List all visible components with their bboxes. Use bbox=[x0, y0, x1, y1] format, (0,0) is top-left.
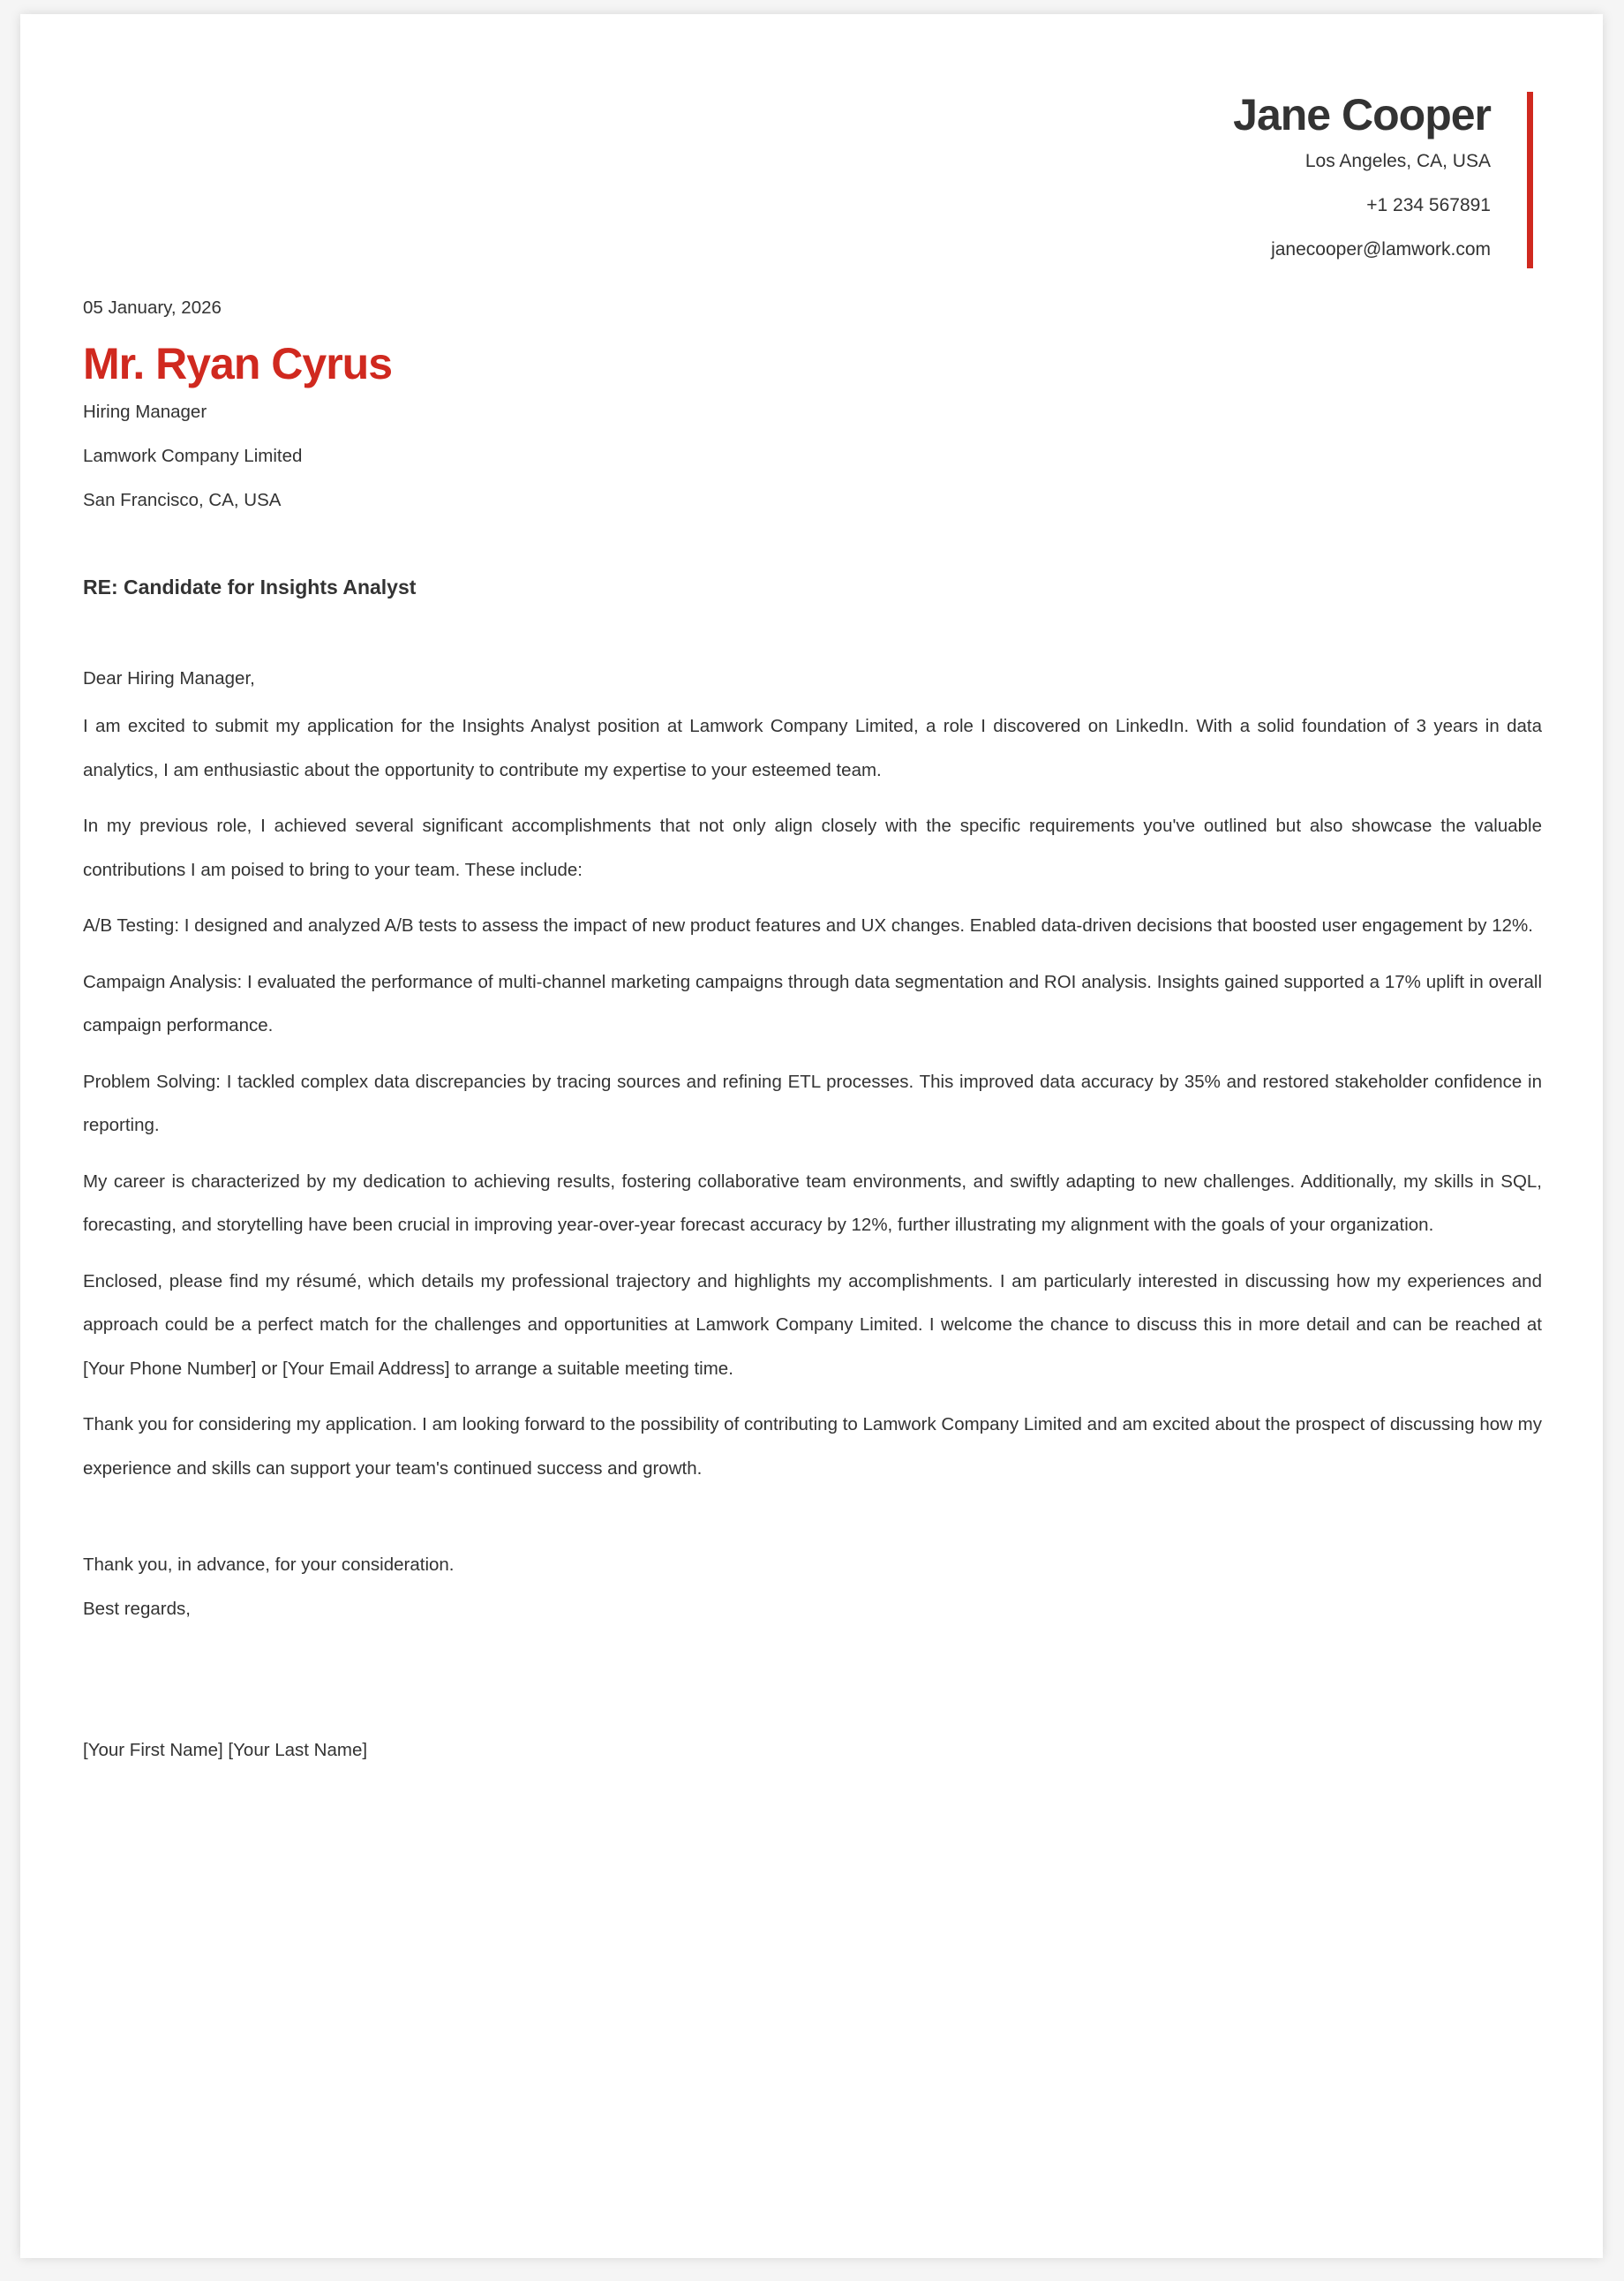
closing-line: Thank you, in advance, for your consideration. bbox=[83, 1555, 455, 1575]
paragraph: Enclosed, please find my résumé, which details my professional trajectory and highlights my accomplishments. I am particularly interested in discussing how my experiences and approach could be a perfect match for the challenges and opportunities at Lamwork Company Limited. I welcome the chance to discuss this in more detail and can be reached at [Your Phone Number] or [Your Email Address] to arrange a suitable meeting time. bbox=[83, 1270, 1542, 1379]
recipient-name: Mr. Ryan Cyrus bbox=[83, 339, 393, 388]
letter-body bbox=[83, 295, 1542, 1764]
recipient-location: San Francisco, CA, USA bbox=[83, 490, 282, 510]
sender-header bbox=[1233, 90, 1491, 272]
signature-name: [Your First Name] [Your Last Name] bbox=[83, 1740, 368, 1760]
salutation: Dear Hiring Manager, bbox=[83, 668, 255, 689]
paragraph: My career is characterized by my dedication to achieving results, fostering collaborative team environments, and swiftly adapting to new challenges. Additionally, my skills in SQL, forecasting, and storytelling have been crucial in improving year-over-year forecast accuracy by 12%, further illustrating my alignment with the goals of your organization. bbox=[83, 1171, 1542, 1235]
closing-regards: Best regards, bbox=[83, 1599, 191, 1619]
letter-date: 05 January, 2026 bbox=[83, 297, 222, 318]
recipient-title: Hiring Manager bbox=[83, 402, 207, 422]
letter-page bbox=[20, 14, 1603, 2258]
paragraph: Problem Solving: I tackled complex data discrepancies by tracing sources and refining ETL processes. This improved data accuracy by 35% and restored stakeholder confidence in reporting. bbox=[83, 1071, 1542, 1135]
sender-location: Los Angeles, CA, USA bbox=[1304, 151, 1491, 171]
recipient-company: Lamwork Company Limited bbox=[83, 446, 303, 466]
paragraph: Campaign Analysis: I evaluated the performance of multi-channel marketing campaigns through data segmentation and ROI analysis. Insights gained supported a 17% uplift in overall campaign performance. bbox=[83, 971, 1542, 1035]
paragraph: A/B Testing: I designed and analyzed A/B tests to assess the impact of new product features and UX changes. Enabled data-driven decisions that boosted user engagement by 12%. bbox=[83, 915, 1533, 936]
paragraph: In my previous role, I achieved several significant accomplishments that not only align closely with the specific requirements you've outlined but also showcase the valuable contributions I am poised to bring to your team. These include: bbox=[83, 816, 1542, 880]
subject-line: RE: Candidate for Insights Analyst bbox=[83, 576, 417, 598]
sender-name: Jane Cooper bbox=[1233, 90, 1491, 139]
sender-email: janecooper@lamwork.com bbox=[1271, 239, 1491, 260]
paragraph: I am excited to submit my application for the Insights Analyst position at Lamwork Company Limited, a role I discovered on LinkedIn. With a solid foundation of 3 years in data analytics, I am enthusiastic about the opportunity to contribute my expertise to your esteemed team. bbox=[83, 716, 1542, 780]
accent-bar bbox=[1527, 92, 1533, 268]
paragraph: Thank you for considering my application. I am looking forward to the possibility of contributing to Lamwork Company Limited and am excited about the prospect of discussing how my experience and skills can support your team's continued success and growth. bbox=[83, 1414, 1542, 1479]
sender-phone: +1 234 567891 bbox=[1366, 195, 1491, 215]
